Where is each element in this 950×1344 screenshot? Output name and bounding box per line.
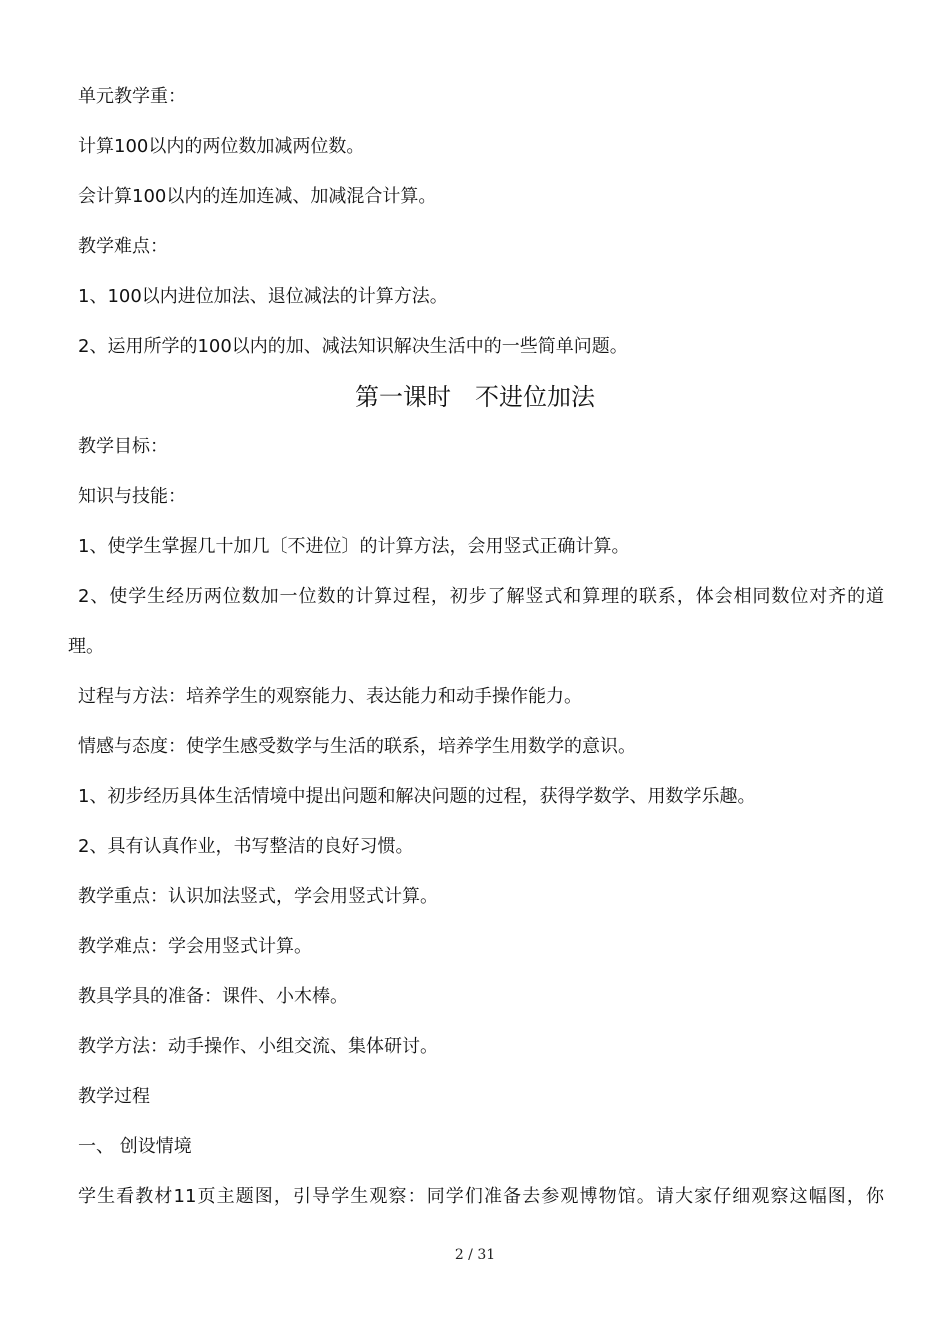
knowledge-skills-heading: 知识与技能： <box>78 486 186 507</box>
unit-difficulties-heading: 教学难点： <box>78 236 168 257</box>
text-line: 1、使学生掌握几十加几〔不进位〕的计算方法，会用竖式正确计算。 <box>78 536 630 557</box>
text-line: 教具学具的准备：课件、小木棒。 <box>78 986 348 1007</box>
teaching-objectives-heading: 教学目标： <box>78 436 168 457</box>
text-line: 计算100以内的两位数加减两位数。 <box>78 136 365 157</box>
text-line: 2、具有认真作业，书写整洁的良好习惯。 <box>78 836 414 857</box>
text-line: 2、运用所学的100以内的加、减法知识解决生活中的一些简单问题。 <box>78 336 628 357</box>
text-line: 1、100以内进位加法、退位减法的计算方法。 <box>78 286 448 307</box>
teaching-process-heading: 教学过程 <box>78 1086 150 1107</box>
text-line: 教学重点：认识加法竖式，学会用竖式计算。 <box>78 886 438 907</box>
text-line: 学生看教材11页主题图，引导学生观察：同学们准备去参观博物馆。请大家仔细观察这幅图，你 <box>78 1186 884 1207</box>
lesson-title: 第一课时 不进位加法 <box>355 383 595 411</box>
unit-key-points-heading: 单元教学重： <box>78 86 186 107</box>
text-line: 会计算100以内的连加连减、加减混合计算。 <box>78 186 437 207</box>
text-line: 情感与态度：使学生感受数学与生活的联系，培养学生用数学的意识。 <box>78 736 636 757</box>
page-number: 2 / 31 <box>454 1247 496 1263</box>
text-line-continuation: 理。 <box>68 636 104 657</box>
text-line: 过程与方法：培养学生的观察能力、表达能力和动手操作能力。 <box>78 686 582 707</box>
text-line: 教学方法：动手操作、小组交流、集体研讨。 <box>78 1036 438 1057</box>
text-line: 教学难点：学会用竖式计算。 <box>78 936 312 957</box>
text-line: 2、使学生经历两位数加一位数的计算过程，初步了解竖式和算理的联系，体会相同数位对齐的道 <box>78 586 884 607</box>
text-line: 1、初步经历具体生活情境中提出问题和解决问题的过程，获得学数学、用数学乐趣。 <box>78 786 756 807</box>
section-heading: 一、 创设情境 <box>78 1136 192 1157</box>
